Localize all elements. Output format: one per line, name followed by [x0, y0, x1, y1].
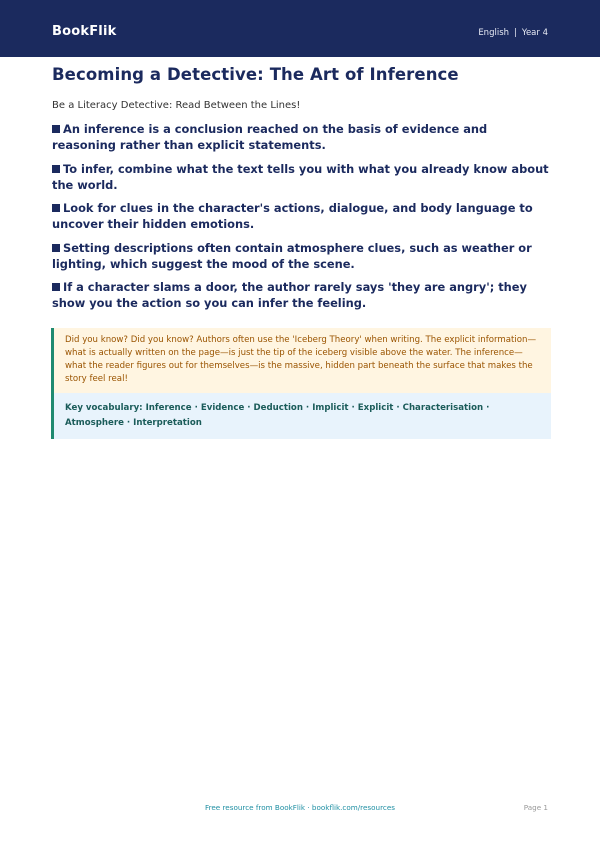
- key-point: [52, 240, 552, 272]
- footer-link[interactable]: Free resource from BookFlik · bookflik.com/resources: [204, 803, 396, 812]
- page-subtitle: Be a Literacy Detective: Read Between the Lines!: [52, 100, 301, 111]
- key-point-text: Setting descriptions often contain atmosphere clues, such as weather or lighting, which suggest the mood of the scene.: [52, 240, 532, 271]
- key-points-list: [52, 121, 552, 319]
- square-bullet-icon: [52, 165, 60, 173]
- header-bar: [0, 0, 600, 57]
- key-vocabulary-box: Key vocabulary: Inference · Evidence · Deduction · Implicit · Explicit · Characterisation · Atmosphere · Interpretation: [54, 393, 551, 439]
- breadcrumb-subject[interactable]: English: [478, 28, 510, 38]
- brand-logo[interactable]: BookFlik: [52, 24, 117, 39]
- did-you-know-box: Did you know? Did you know? Authors often use the 'Iceberg Theory' when writing. The explicit information—what is actually written on the page—is just the tip of the iceberg visible above the water. The inference—what the reader figures out for themselves—is the massive, hidden part beneath the surface that makes the story feel real!: [54, 328, 551, 393]
- breadcrumb-year[interactable]: Year 4: [521, 28, 548, 38]
- info-callout: [51, 328, 551, 439]
- square-bullet-icon: [52, 125, 60, 133]
- square-bullet-icon: [52, 283, 60, 291]
- breadcrumb: [478, 28, 548, 38]
- key-point: [52, 161, 552, 193]
- page-number: Page 1: [523, 803, 548, 812]
- page-title: Becoming a Detective: The Art of Inference: [52, 65, 459, 84]
- key-point-text: To infer, combine what the text tells you with what you already know about the world.: [52, 161, 549, 192]
- key-point: [52, 279, 552, 311]
- key-point-text: If a character slams a door, the author rarely says 'they are angry'; they show you the action so you can infer the feeling.: [52, 280, 527, 310]
- square-bullet-icon: [52, 244, 60, 252]
- key-point: [52, 200, 552, 232]
- key-point-text: Look for clues in the character's actions, dialogue, and body language to uncover their hidden emotions.: [52, 201, 533, 231]
- key-point-text: An inference is a conclusion reached on the basis of evidence and reasoning rather than explicit statements.: [52, 122, 488, 152]
- square-bullet-icon: [52, 204, 60, 212]
- breadcrumb-separator: |: [514, 28, 517, 38]
- key-point: [52, 121, 552, 153]
